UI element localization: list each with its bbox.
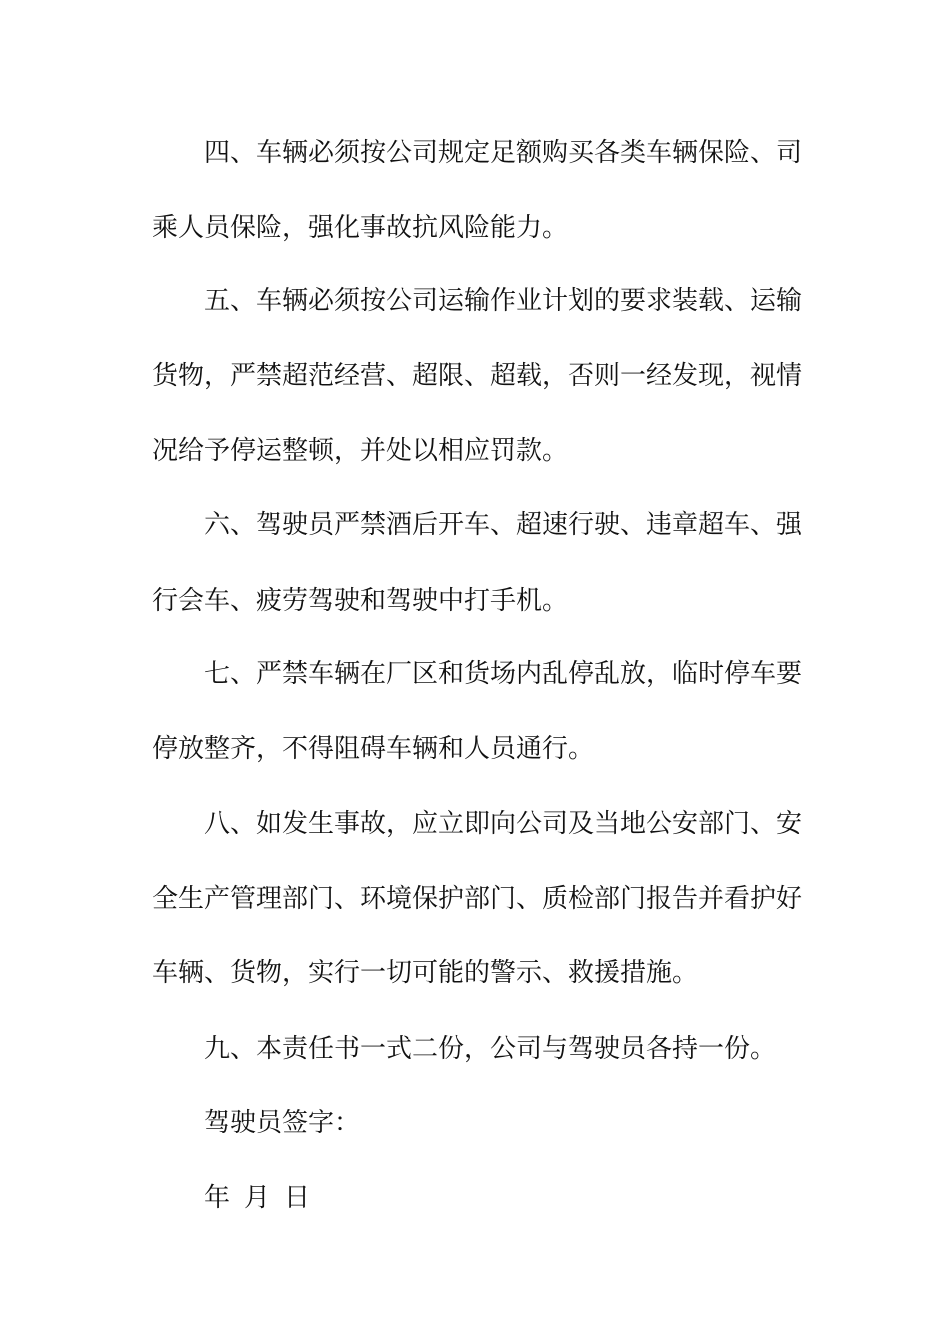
clause-8-line-3: 车辆、货物，实行一切可能的警示、救援措施。 — [152, 958, 699, 988]
clause-6-line-1: 六、驾驶员严禁酒后开车、超速行驶、违章超车、强 — [204, 510, 803, 540]
signature-label: 驾驶员签字： — [204, 1108, 361, 1138]
clause-5-line-2: 货物，严禁超范经营、超限、超载，否则一经发现，视情 — [152, 361, 803, 391]
clause-7-line-2: 停放整齐，不得阻碍车辆和人员通行。 — [152, 734, 595, 764]
clause-8-line-1: 八、如发生事故，应立即向公司及当地公安部门、安 — [204, 809, 803, 839]
clause-7-line-1: 七、严禁车辆在厂区和货场内乱停乱放，临时停车要 — [204, 659, 803, 689]
date-year: 年 — [204, 1183, 231, 1213]
clause-9-line-1: 九、本责任书一式二份，公司与驾驶员各持一份。 — [204, 1034, 777, 1064]
date-day: 日 — [284, 1183, 311, 1213]
clause-8-line-2: 全生产管理部门、环境保护部门、质检部门报告并看护好 — [152, 884, 803, 914]
clause-6-line-2: 行会车、疲劳驾驶和驾驶中打手机。 — [152, 586, 569, 616]
clause-5-line-3: 况给予停运整顿，并处以相应罚款。 — [152, 436, 569, 466]
clause-5-line-1: 五、车辆必须按公司运输作业计划的要求装载、运输 — [204, 286, 803, 316]
date-month: 月 — [244, 1183, 271, 1213]
clause-4-line-1: 四、车辆必须按公司规定足额购买各类车辆保险、司 — [204, 138, 803, 168]
date-row — [204, 1181, 310, 1215]
clause-4-line-2: 乘人员保险，强化事故抗风险能力。 — [152, 213, 569, 243]
